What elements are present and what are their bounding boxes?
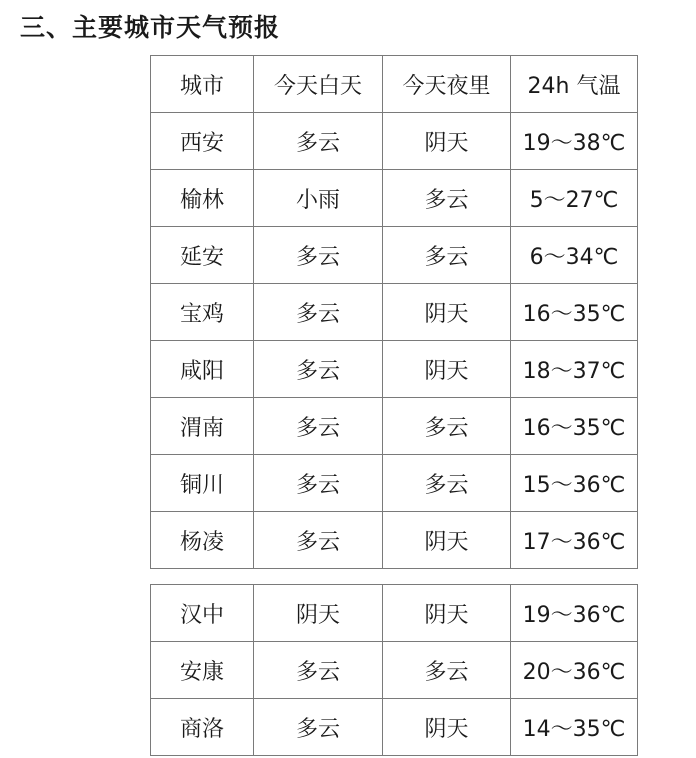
- header-day: 今天白天: [254, 56, 383, 113]
- header-temperature: 24h 气温: [511, 56, 638, 113]
- section-title: 三、主要城市天气预报: [20, 13, 281, 42]
- day-weather-cell: 多云: [254, 455, 383, 512]
- temperature-cell: 5～27℃: [511, 170, 638, 227]
- temperature-cell: 16～35℃: [511, 284, 638, 341]
- table-row: [151, 113, 638, 170]
- temperature-cell: 19～38℃: [511, 113, 638, 170]
- day-weather-cell: 多云: [254, 642, 383, 699]
- city-cell: 宝鸡: [151, 284, 254, 341]
- city-cell: 铜川: [151, 455, 254, 512]
- header-city: 城市: [151, 56, 254, 113]
- table-row: [151, 170, 638, 227]
- temperature-cell: 6～34℃: [511, 227, 638, 284]
- city-cell: 咸阳: [151, 341, 254, 398]
- table-row: [151, 455, 638, 512]
- day-weather-cell: 多云: [254, 113, 383, 170]
- night-weather-cell: 阴天: [383, 512, 511, 569]
- table-row: [151, 398, 638, 455]
- temperature-cell: 20～36℃: [511, 642, 638, 699]
- table-header-row: [151, 56, 638, 113]
- day-weather-cell: 多云: [254, 227, 383, 284]
- night-weather-cell: 阴天: [383, 284, 511, 341]
- day-weather-cell: 多云: [254, 699, 383, 756]
- city-cell: 安康: [151, 642, 254, 699]
- night-weather-cell: 阴天: [383, 113, 511, 170]
- night-weather-cell: 多云: [383, 398, 511, 455]
- table-row: [151, 341, 638, 398]
- city-cell: 西安: [151, 113, 254, 170]
- night-weather-cell: 多云: [383, 227, 511, 284]
- day-weather-cell: 多云: [254, 341, 383, 398]
- weather-table-south: [150, 584, 638, 756]
- temperature-cell: 14～35℃: [511, 699, 638, 756]
- temperature-cell: 15～36℃: [511, 455, 638, 512]
- city-cell: 杨凌: [151, 512, 254, 569]
- table-row: [151, 699, 638, 756]
- city-cell: 商洛: [151, 699, 254, 756]
- night-weather-cell: 阴天: [383, 585, 511, 642]
- day-weather-cell: 多云: [254, 512, 383, 569]
- day-weather-cell: 小雨: [254, 170, 383, 227]
- night-weather-cell: 阴天: [383, 341, 511, 398]
- table-row: [151, 227, 638, 284]
- temperature-cell: 17～36℃: [511, 512, 638, 569]
- temperature-cell: 16～35℃: [511, 398, 638, 455]
- table-row: [151, 512, 638, 569]
- temperature-cell: 19～36℃: [511, 585, 638, 642]
- city-cell: 延安: [151, 227, 254, 284]
- table-row: [151, 585, 638, 642]
- temperature-cell: 18～37℃: [511, 341, 638, 398]
- weather-table-main: [150, 55, 638, 569]
- night-weather-cell: 多云: [383, 170, 511, 227]
- day-weather-cell: 阴天: [254, 585, 383, 642]
- night-weather-cell: 阴天: [383, 699, 511, 756]
- city-cell: 汉中: [151, 585, 254, 642]
- day-weather-cell: 多云: [254, 284, 383, 341]
- table-row: [151, 284, 638, 341]
- header-night: 今天夜里: [383, 56, 511, 113]
- day-weather-cell: 多云: [254, 398, 383, 455]
- city-cell: 渭南: [151, 398, 254, 455]
- night-weather-cell: 多云: [383, 455, 511, 512]
- city-cell: 榆林: [151, 170, 254, 227]
- night-weather-cell: 多云: [383, 642, 511, 699]
- table-row: [151, 642, 638, 699]
